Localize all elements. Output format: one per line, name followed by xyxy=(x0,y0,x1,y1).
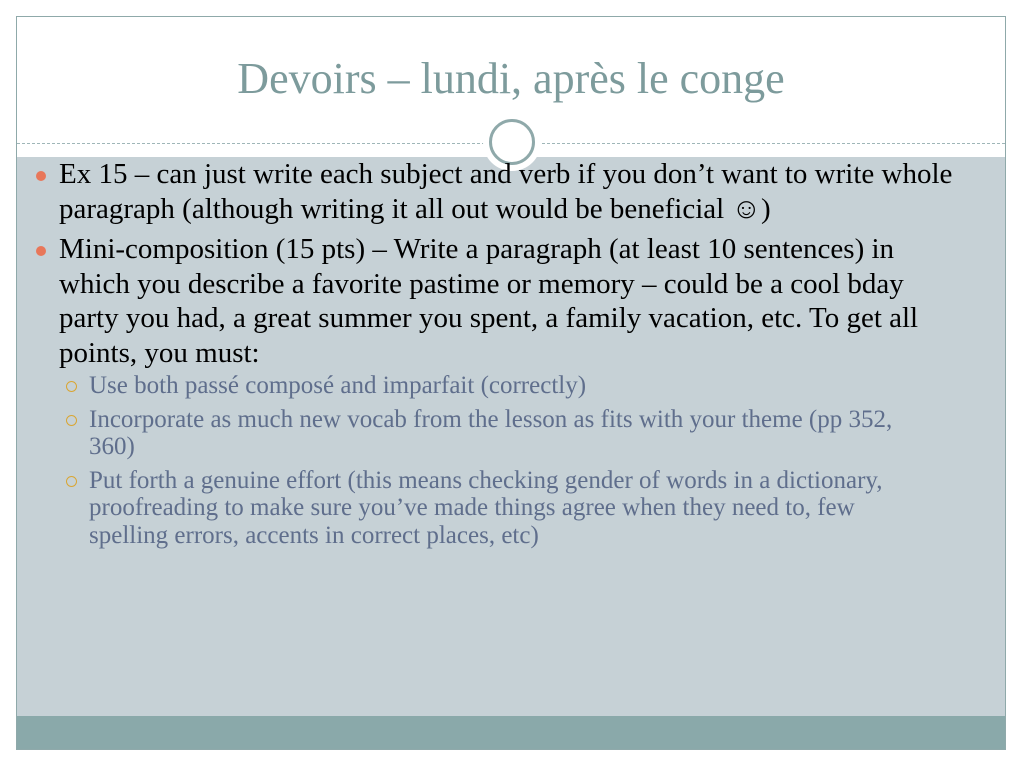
slide-title: Devoirs – lundi, après le conge xyxy=(237,54,785,103)
ring-bullet-icon xyxy=(66,381,77,392)
sub-bullet-text: Incorporate as much new vocab from the lesson as fits with your theme (pp 352, 360) xyxy=(89,405,893,460)
bullet-dot-icon xyxy=(36,171,46,181)
ring-bullet-icon xyxy=(66,476,77,487)
sub-bullet-list xyxy=(59,372,956,549)
bullet-item-mini-composition xyxy=(36,232,956,549)
bullet-text: Ex 15 – can just write each subject and verb if you don’t want to write whole paragraph (although writing it all out would be beneficial ☺) xyxy=(59,158,953,225)
bullet-dot-icon xyxy=(36,246,46,256)
sub-bullet-text: Put forth a genuine effort (this means checking gender of words in a dictionary, proofreading to make sure you’ve made things agree when they need to, few spelling errors, accents in correct places, etc) xyxy=(89,466,883,549)
bullet-list xyxy=(36,157,956,555)
bullet-item-ex15 xyxy=(36,157,956,226)
footer-bar xyxy=(17,716,1005,750)
bullet-text: Mini-composition (15 pts) – Write a paragraph (at least 10 sentences) in which you describe a favorite pastime or memory – could be a cool bday party you had, a great summer you spent, a family vacation, etc. To get all points, you must: xyxy=(59,233,919,369)
sub-bullet-item xyxy=(59,406,933,461)
sub-bullet-item xyxy=(59,372,933,400)
ring-bullet-icon xyxy=(66,415,77,426)
sub-bullet-item xyxy=(59,467,933,550)
sub-bullet-text: Use both passé composé and imparfait (correctly) xyxy=(89,372,587,399)
